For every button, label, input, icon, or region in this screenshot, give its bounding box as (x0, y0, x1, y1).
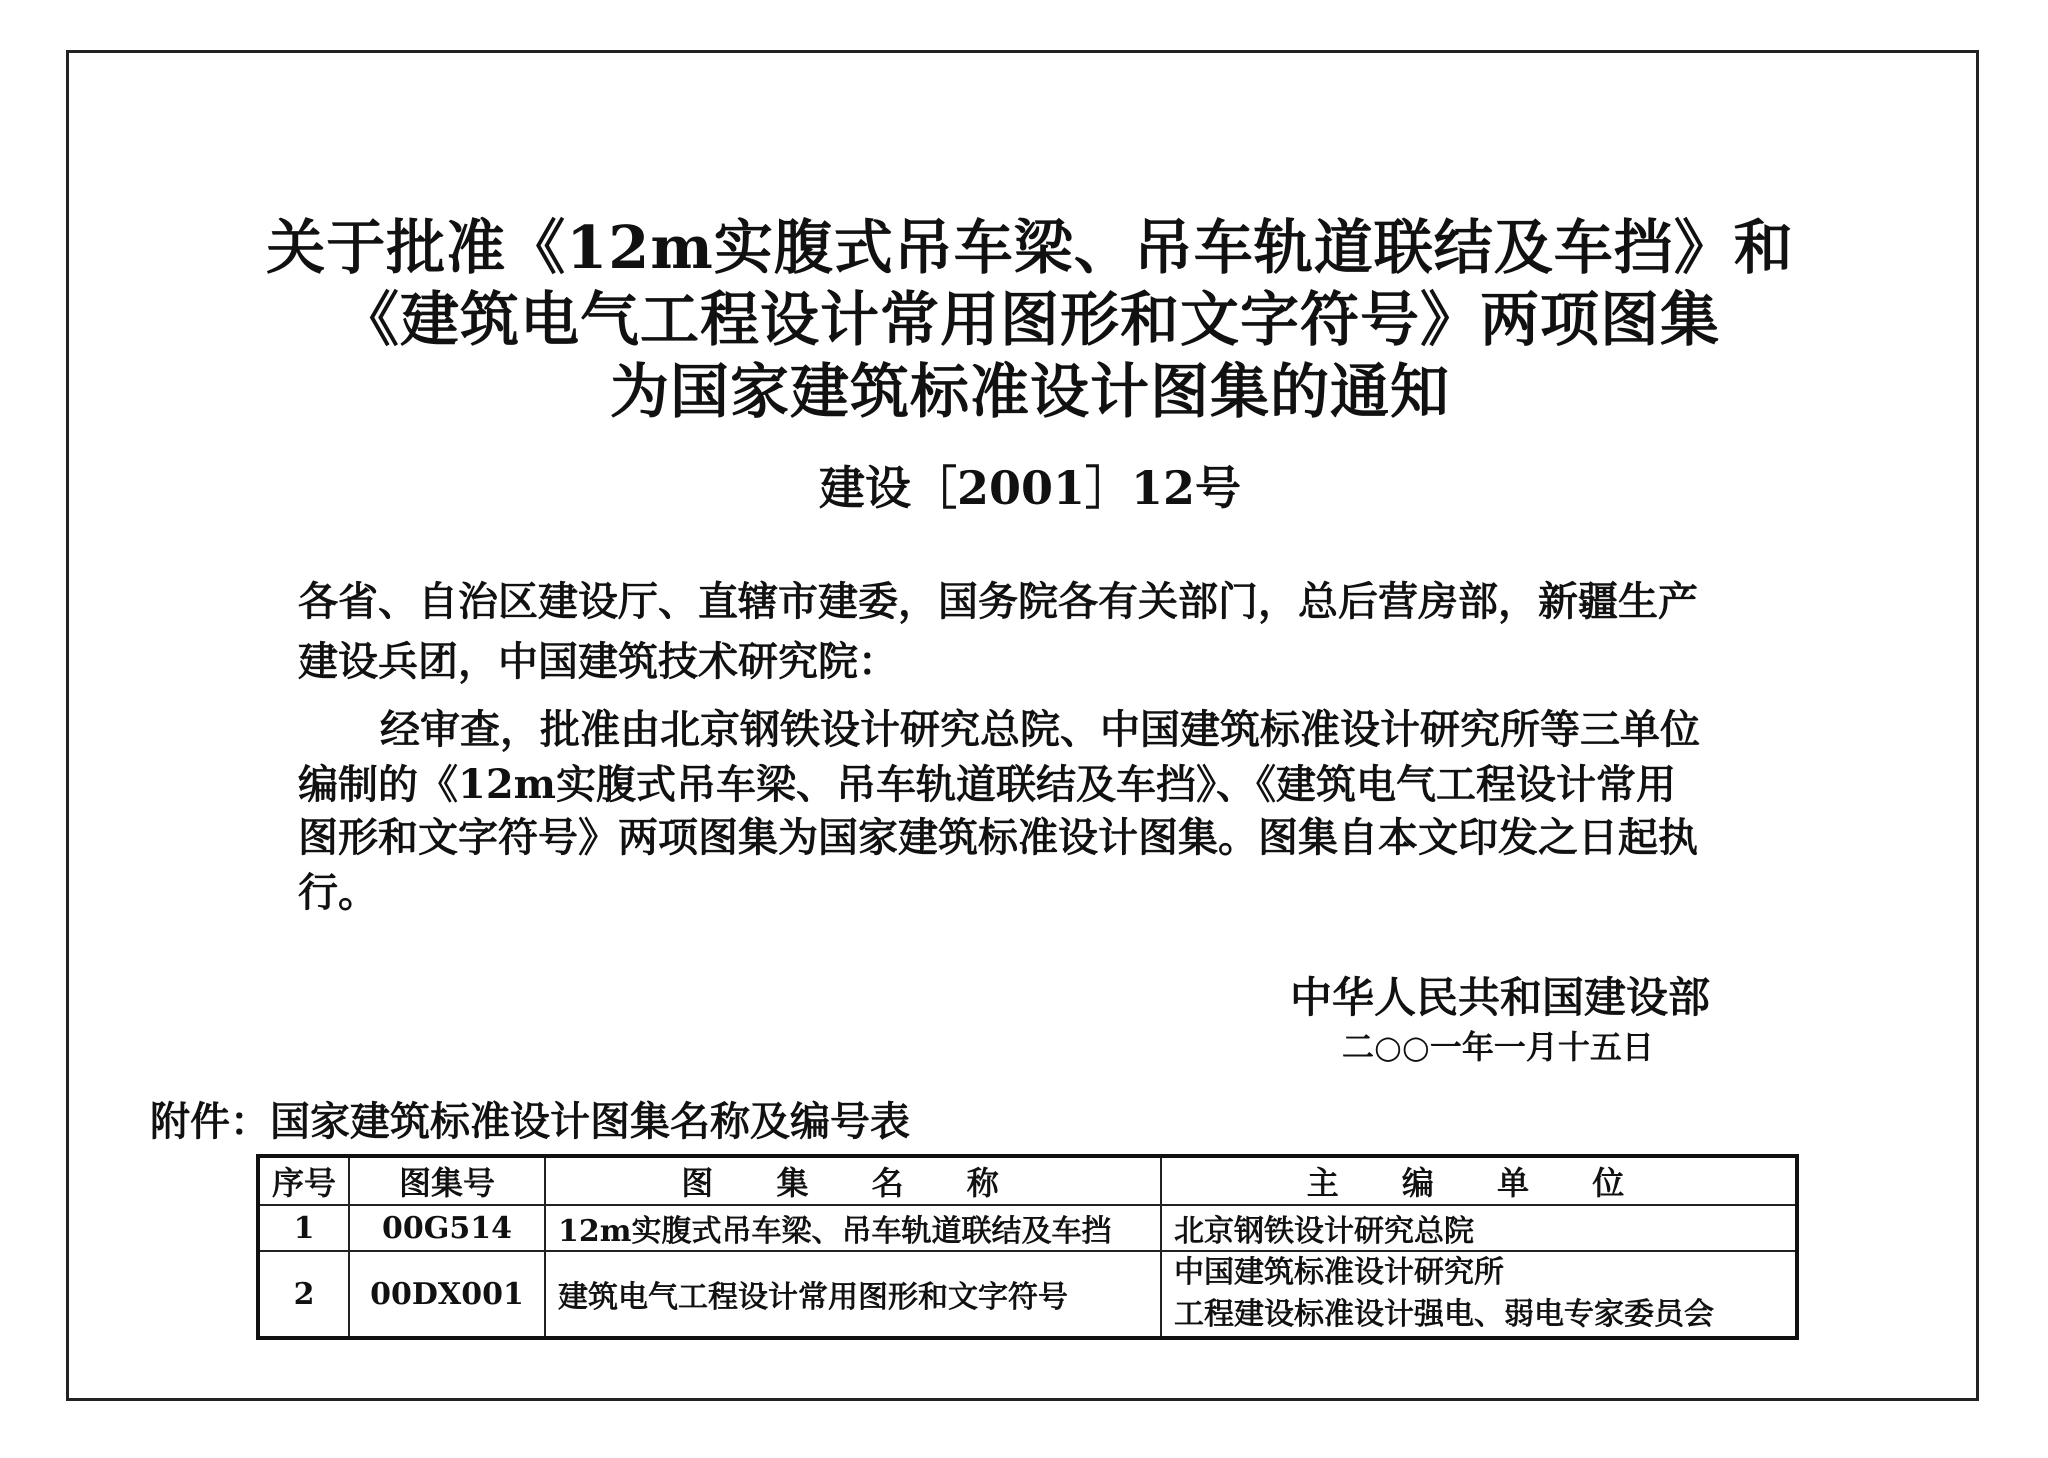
row-1-serial-no: 1 (258, 1205, 349, 1251)
salutation-line-1: 各省、自治区建设厅、直辖市建委，国务院各有关部门，总后营房部，新疆生产 (298, 578, 1698, 625)
row-1-editor-org: 北京钢铁设计研究总院 (1161, 1205, 1797, 1251)
table-row (258, 1205, 1797, 1251)
table-header-row (258, 1156, 1797, 1205)
notice-title-line-3: 为国家建筑标准设计图集的通知 (609, 357, 1450, 426)
document-number: 建设［2001］12号 (818, 461, 1242, 515)
row-2-atlas-id: 00DX001 (349, 1251, 545, 1338)
body-line-1: 经审查，批准由北京钢铁设计研究总院、中国建筑标准设计研究所等三单位 (380, 706, 1700, 753)
row-2-serial-no: 2 (258, 1251, 349, 1338)
row-2-editor-org-line-2: 工程建设标准设计强电、弱电专家委员会 (1174, 1297, 1715, 1332)
header-atlas-name: 图 集 名 称 (545, 1156, 1161, 1205)
body-line-4: 行。 (298, 869, 378, 916)
header-atlas-id: 图集号 (349, 1156, 545, 1205)
row-2-atlas-name: 建筑电气工程设计常用图形和文字符号 (545, 1251, 1161, 1338)
issuer-name: 中华人民共和国建设部 (1290, 973, 1711, 1022)
notice-title-line-1: 关于批准《12m实腹式吊车梁、吊车轨道联结及车挡》和 (266, 213, 1794, 282)
row-2-editor-org-line-1: 中国建筑标准设计研究所 (1174, 1255, 1505, 1290)
atlas-table (256, 1154, 1799, 1340)
header-serial-no: 序号 (258, 1156, 349, 1205)
notice-title-line-2: 《建筑电气工程设计常用图形和文字符号》两项图集 (339, 285, 1720, 354)
attachment-heading: 附件：国家建筑标准设计图集名称及编号表 (150, 1098, 910, 1145)
salutation-line-2: 建设兵团，中国建筑技术研究院： (298, 638, 898, 685)
body-line-2: 编制的《12m实腹式吊车梁、吊车轨道联结及车挡》、《建筑电气工程设计常用 (298, 761, 1676, 808)
body-line-3: 图形和文字符号》两项图集为国家建筑标准设计图集。图集自本文印发之日起执 (298, 814, 1698, 861)
row-1-atlas-name: 12m实腹式吊车梁、吊车轨道联结及车挡 (545, 1205, 1161, 1251)
issue-date: 二○○一年一月十五日 (1342, 1028, 1654, 1066)
row-2-editor-org (1161, 1251, 1797, 1338)
row-1-atlas-id: 00G514 (349, 1205, 545, 1251)
table-row (258, 1251, 1797, 1338)
header-editor-org: 主 编 单 位 (1161, 1156, 1797, 1205)
